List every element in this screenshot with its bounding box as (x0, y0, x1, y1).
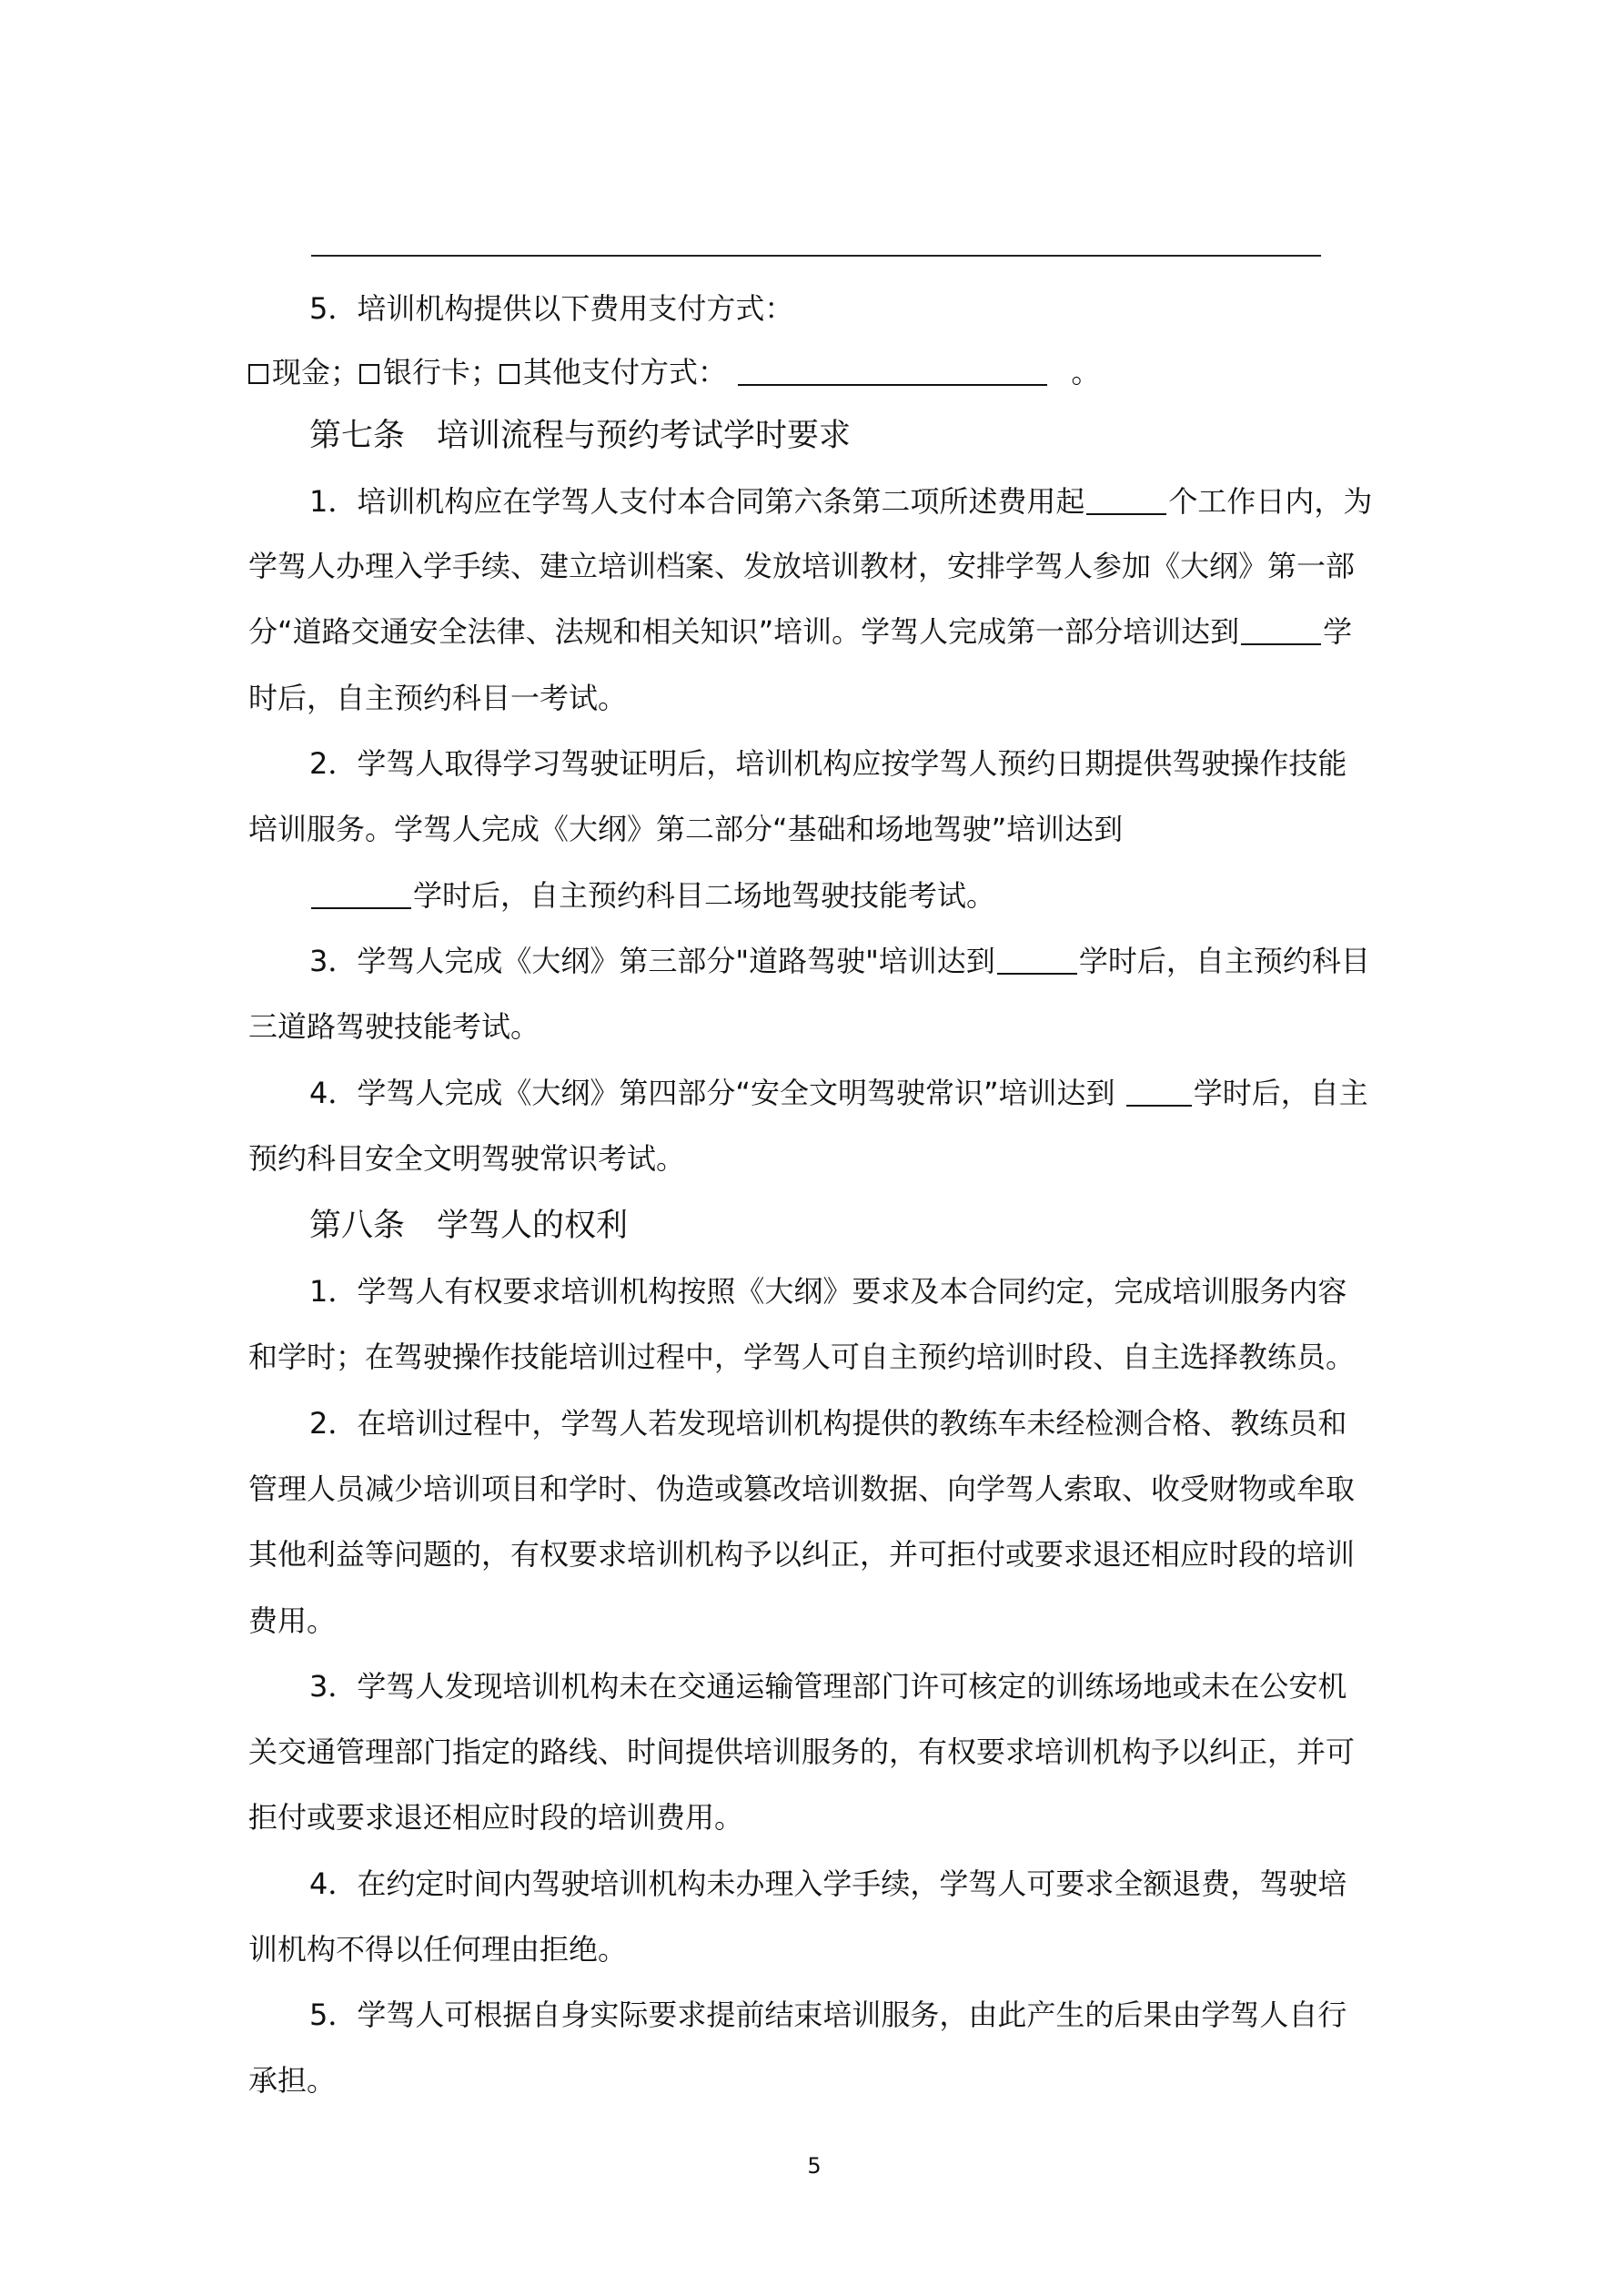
article-8-item-1-line-1: 1．学驾人有权要求培训机构按照《大纲》要求及本合同约定，完成培训服务内容 (309, 1274, 1347, 1309)
article-8-item-1-line-2: 和学时；在驾驶操作技能培训过程中，学驾人可自主预约培训时段、自主选择教练员。 (248, 1340, 1356, 1374)
article-8-item-2-line-4: 费用。 (248, 1603, 337, 1638)
other-payment-checkbox[interactable] (499, 364, 519, 384)
article-7-item-2-line-2: 培训服务。学驾人完成《大纲》第二部分“基础和场地驾驶”培训达到 (248, 812, 1124, 846)
article-7-item-4-line-2: 预约科目安全文明驾驶常识考试。 (248, 1141, 686, 1176)
article-7-item-4-line-1: 4．学驾人完成《大纲》第四部分“安全文明驾驶常识”培训达到 学时后，自主 (309, 1076, 1368, 1110)
article-8-item-2-line-3: 其他利益等问题的，有权要求培训机构予以纠正，并可拒付或要求退还相应时段的培训 (248, 1537, 1356, 1572)
page-number: 5 (807, 2153, 822, 2179)
top-rule (311, 255, 1321, 257)
payment-options-line (248, 350, 1395, 394)
bank-card-label: 银行卡； (383, 355, 500, 389)
line-end-mark: 。 (1071, 355, 1101, 389)
article-7-item-1-line-1: 1．培训机构应在学驾人支付本合同第六条第二项所述费用起 个工作日内，为 (309, 484, 1373, 519)
article-7-item-3-line-2: 三道路驾驶技能考试。 (248, 1009, 540, 1044)
article-7-item-3-line-1: 3．学驾人完成《大纲》第三部分"道路驾驶"培训达到 学时后，自主预约科目 (309, 944, 1370, 978)
part2-hours-blank[interactable] (311, 876, 411, 909)
bank-card-checkbox[interactable] (359, 364, 379, 384)
article-7-item-1-line-3: 分“道路交通安全法律、法规和相关知识”培训。学驾人完成第一部分培训达到 学 (248, 614, 1353, 649)
payment-methods-intro: 5．培训机构提供以下费用支付方式： (309, 291, 794, 326)
article-8-item-2-line-1: 2．在培训过程中，学驾人若发现培训机构提供的教练车未经检测合格、教练员和 (309, 1406, 1347, 1441)
article-7-item-1-line-4: 时后，自主预约科目一考试。 (248, 681, 628, 715)
article-7-heading: 第七条 培训流程与预约考试学时要求 (309, 418, 852, 454)
other-payment-blank[interactable] (738, 353, 1047, 386)
article-7-item-2-line-3: 学时后，自主预约科目二场地驾驶技能考试。 (309, 874, 1395, 917)
part4-hours-blank[interactable] (1126, 1074, 1192, 1107)
article-8-item-5-line-1: 5．学驾人可根据自身实际要求提前结束培训服务，由此产生的后果由学驾人自行 (309, 1998, 1347, 2032)
workdays-blank[interactable] (1086, 482, 1166, 515)
cash-checkbox[interactable] (248, 364, 268, 384)
article-8-item-4-line-2: 训机构不得以任何理由拒绝。 (248, 1932, 628, 1967)
article-8-item-5-line-2: 承担。 (248, 2063, 337, 2098)
article-8-heading: 第八条 学驾人的权利 (309, 1208, 629, 1244)
part3-hours-blank[interactable] (997, 942, 1077, 975)
article-7-item-1-line-2: 学驾人办理入学手续、建立培训档案、发放培训教材，安排学驾人参加《大纲》第一部 (248, 549, 1356, 583)
article-8-item-3-line-1: 3．学驾人发现培训机构未在交通运输管理部门许可核定的训练场地或未在公安机 (309, 1669, 1347, 1704)
article-8-item-4-line-1: 4．在约定时间内驾驶培训机构未办理入学手续，学驾人可要求全额退费，驾驶培 (309, 1866, 1347, 1901)
cash-label: 现金； (272, 355, 360, 389)
article-8-item-3-line-2: 关交通管理部门指定的路线、时间提供培训服务的，有权要求培训机构予以纠正，并可 (248, 1735, 1356, 1769)
other-payment-label: 其他支付方式： (523, 355, 728, 389)
article-7-item-2-line-1: 2．学驾人取得学习驾驶证明后，培训机构应按学驾人预约日期提供驾驶操作技能 (309, 746, 1347, 781)
article-8-item-3-line-3: 拒付或要求退还相应时段的培训费用。 (248, 1800, 744, 1835)
part1-hours-blank[interactable] (1241, 612, 1321, 645)
article-8-item-2-line-2: 管理人员减少培训项目和学时、伪造或篡改培训数据、向学驾人索取、收受财物或牟取 (248, 1472, 1356, 1506)
